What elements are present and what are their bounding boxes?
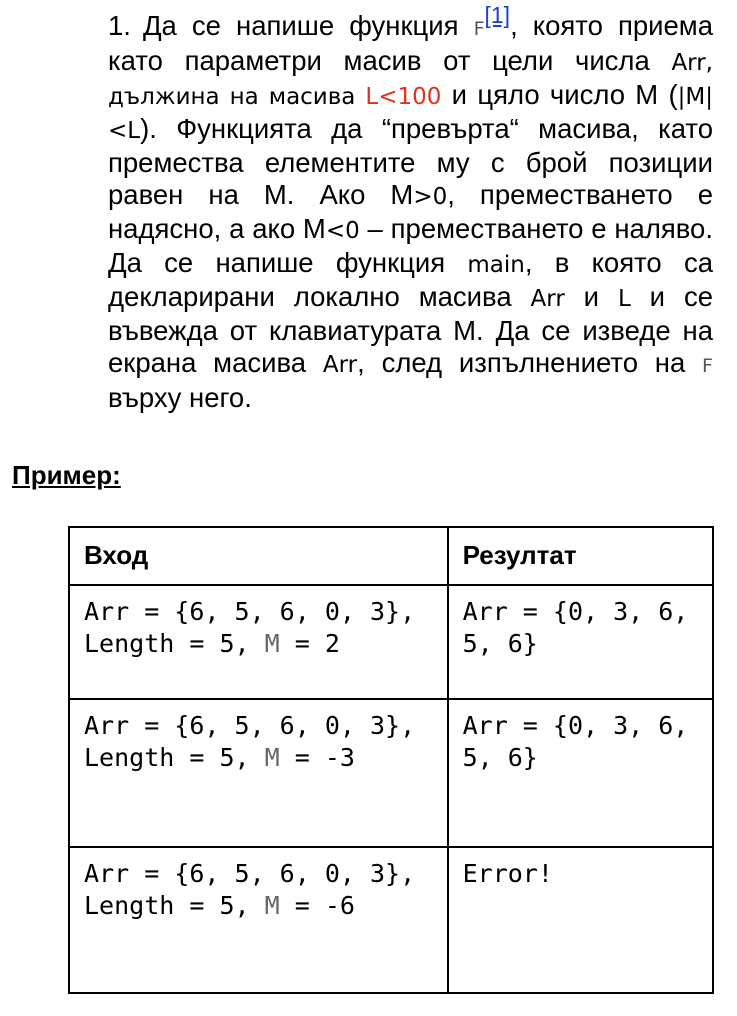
length-name: L xyxy=(617,286,631,312)
array-name: Arr xyxy=(322,352,358,378)
positive-condition: >0 xyxy=(413,184,448,210)
function-name: F xyxy=(702,355,713,377)
array-name: Arr, xyxy=(671,50,713,76)
task-text: , в която са декларирани локално масива xyxy=(108,247,713,312)
task-text: дължина на масива xyxy=(108,84,366,110)
input-text: = -3 xyxy=(279,743,355,772)
m-variable: M xyxy=(264,891,280,920)
negative-condition: <0 xyxy=(325,218,360,244)
header-result: Резултат xyxy=(448,527,713,585)
array-name: Arr xyxy=(530,286,565,312)
task-text: , след изпълнението на xyxy=(357,347,703,378)
input-cell xyxy=(69,585,448,699)
task-text: – преместването е наляво. Да се напише функция xyxy=(108,213,713,278)
table-row xyxy=(69,847,713,993)
header-input: Вход xyxy=(69,527,448,585)
task-statement xyxy=(108,2,714,414)
input-cell xyxy=(69,847,448,993)
m-variable: M xyxy=(264,629,280,658)
task-text: , която приема като параметри масив от цели числа xyxy=(108,10,714,76)
footnote-link[interactable]: [1] xyxy=(484,2,511,28)
input-text: Arr = {6, 5, 6, 0, 3}, Length = 5, xyxy=(84,597,431,658)
task-text: , преместването е надясно, а ако М xyxy=(108,179,713,244)
table-row xyxy=(69,585,713,699)
input-text: = -6 xyxy=(279,891,355,920)
examples-table xyxy=(68,526,714,994)
m-variable: M xyxy=(264,743,280,772)
shift-condition: |M|<L xyxy=(108,84,713,144)
table-row xyxy=(69,699,713,847)
main-function-name: main xyxy=(467,252,525,278)
result-cell: Arr = {0, 3, 6, 5, 6} xyxy=(448,699,713,847)
input-cell xyxy=(69,699,448,847)
table-header-row xyxy=(69,527,713,585)
task-text: ). Функцията да “превърта“ масива, като премества елементите му с брой позиции равен на М. Ако М xyxy=(108,113,713,210)
task-text: Да се напише функция xyxy=(142,10,474,41)
input-text: Arr = {6, 5, 6, 0, 3}, Length = 5, xyxy=(84,711,431,772)
task-text: върху него. xyxy=(108,382,252,413)
function-name: F xyxy=(473,18,485,40)
task-number: 1. xyxy=(108,10,131,41)
task-text: и се въвежда от клавиатурата М. Да се изведе на екрана масива xyxy=(108,281,713,378)
input-text: Arr = {6, 5, 6, 0, 3}, Length = 5, xyxy=(84,859,431,920)
example-heading: Пример: xyxy=(12,460,121,490)
input-text: = 2 xyxy=(279,629,340,658)
result-cell: Arr = {0, 3, 6, 5, 6} xyxy=(448,585,713,699)
length-limit: L<100 xyxy=(365,84,442,110)
task-text: и xyxy=(564,281,618,312)
result-cell: Error! xyxy=(448,847,713,993)
task-text: и цяло число М ( xyxy=(441,79,678,110)
